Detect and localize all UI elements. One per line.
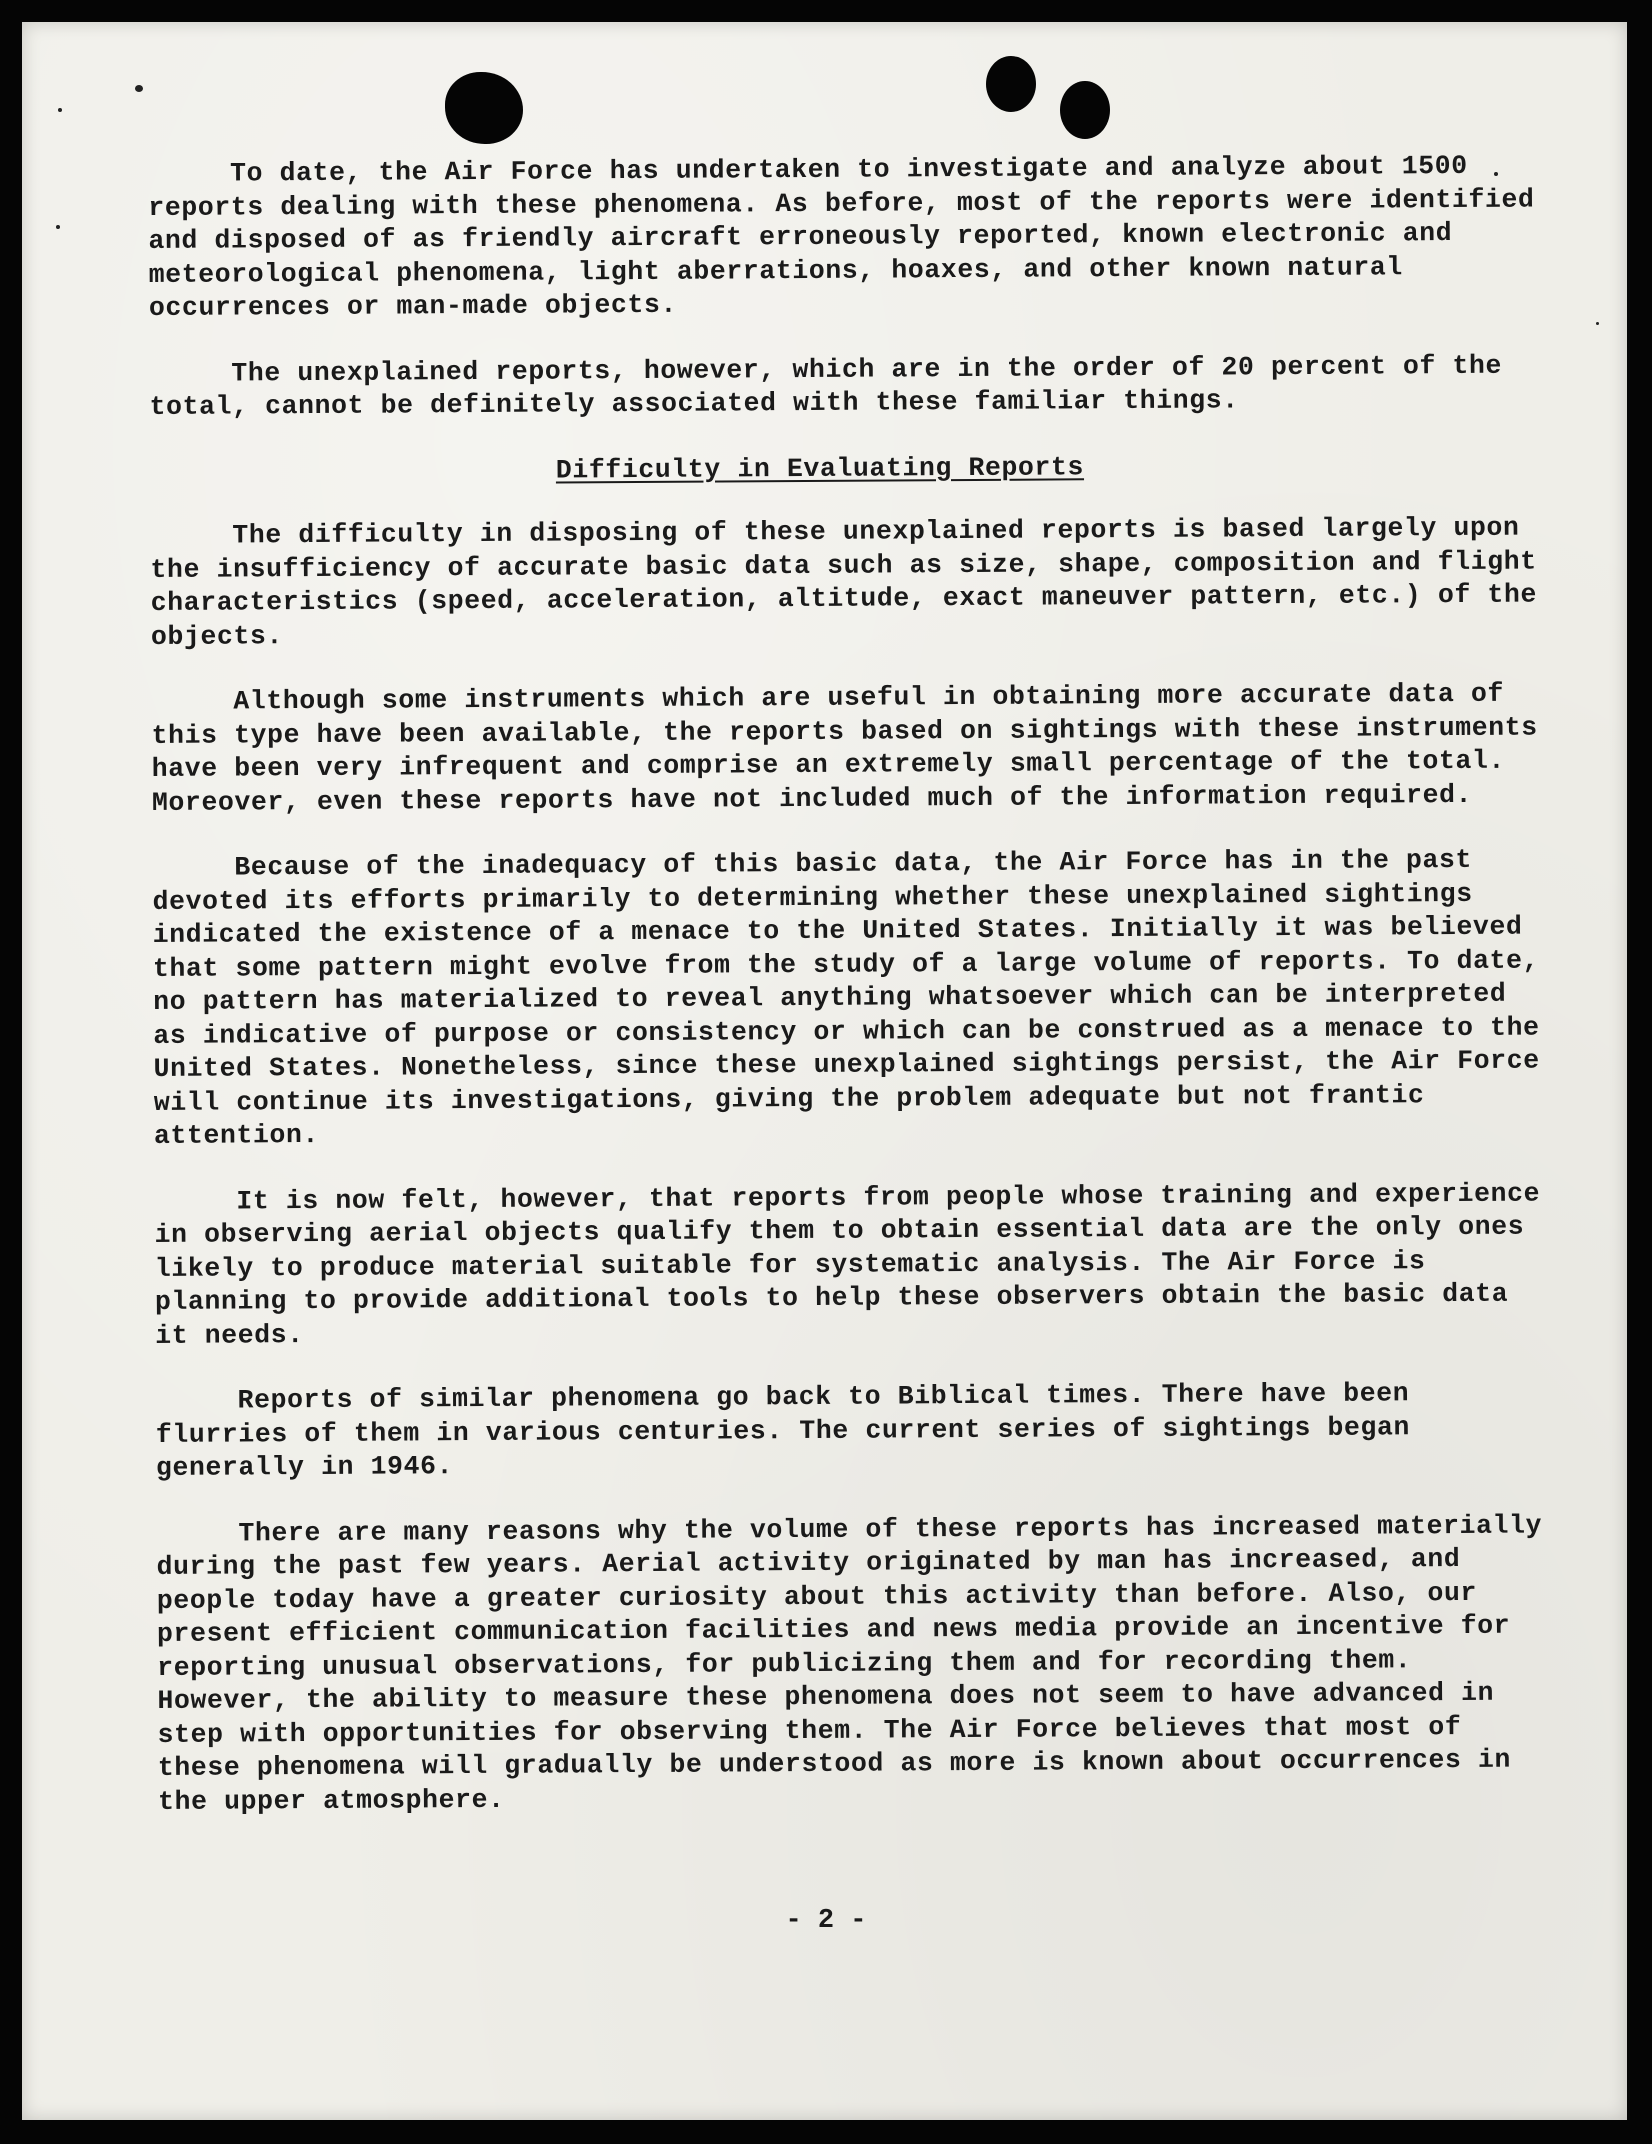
punch-hole: [445, 72, 523, 144]
punch-hole: [986, 56, 1036, 112]
paragraph: The difficulty in disposing of these unexplained reports is based largely upon the insufficiency of accurate basic data such as size, shape, composition and flight characteristics (speed, acceleration, altitude, exact maneuver pattern, etc.) of the objects.: [150, 512, 1538, 652]
paragraph: The unexplained reports, however, which are in the order of 20 percent of the total, cannot be definitely associated with these familiar things.: [149, 350, 1503, 422]
paragraph: Reports of similar phenomena go back to Biblical times. There have been flurries of them in various centuries. The current series of sightings began generally in 1946.: [155, 1378, 1411, 1483]
paragraph: There are many reasons why the volume of these reports has increased materially during the past few years. Aerial activity originated by man has increased, and people today have a greater curiosity about this activity than before. Also, our present efficient communication facilities and news media provide an incentive for reporting unusual observations, for publicizing them and for recording them. However, the ability to measure these phenomena does not seem to have advanced in step with opportunities for observing them. The Air Force believes that most of these phenomena will gradually be understood as more is known about occurrences in the upper atmosphere.: [156, 1510, 1543, 1817]
section-heading: [150, 448, 1490, 490]
paragraph: It is now felt, however, that reports from people whose training and experience in observing aerial objects qualify them to obtain essential data are the only ones likely to produce material suitable for systematic analysis. The Air Force is planning to provide additional tools to help these observers obtain the basic data it needs.: [154, 1178, 1541, 1351]
document-body: [148, 149, 1558, 1851]
paragraph: Because of the inadequacy of this basic data, the Air Force has in the past devoted its efforts primarily to determining whether these unexplained sightings indicated the existence of a menace to the United States. Initially it was believed that some pattern might evolve from the study of a large volume of reports. To date, no pattern has materialized to reveal anything whatsoever which can be interpreted as indicative of purpose or consistency or which can be construed as a menace to the United States. Nonetheless, since these unexplained sightings persist, the Air Force will continue its investigations, giving the problem adequate but not frantic attention.: [152, 844, 1540, 1151]
paragraph: Although some instruments which are useful in obtaining more accurate data of this type have been available, the reports based on sightings with these instruments have been very infrequent and comprise an extremely small percentage of the total. Moreover, even these reports have not included much of the information required.: [151, 678, 1538, 818]
ink-speck: [135, 85, 143, 92]
ink-speck: [58, 108, 62, 112]
page-number: - 2 -: [785, 1906, 867, 1936]
ink-speck: [56, 225, 60, 229]
ink-speck: [1596, 322, 1599, 325]
paragraph: To date, the Air Force has undertaken to investigate and analyze about 1500 reports dealing with these phenomena. As before, most of the reports were identified and disposed of as friendly aircraft erroneously reported, known electronic and meteorological phenomena, light aberrations, hoaxes, and other known natural occurrences or man-made objects.: [148, 150, 1535, 323]
punch-hole: [1060, 81, 1110, 139]
section-heading-text: Difficulty in Evaluating Reports: [555, 451, 1085, 486]
